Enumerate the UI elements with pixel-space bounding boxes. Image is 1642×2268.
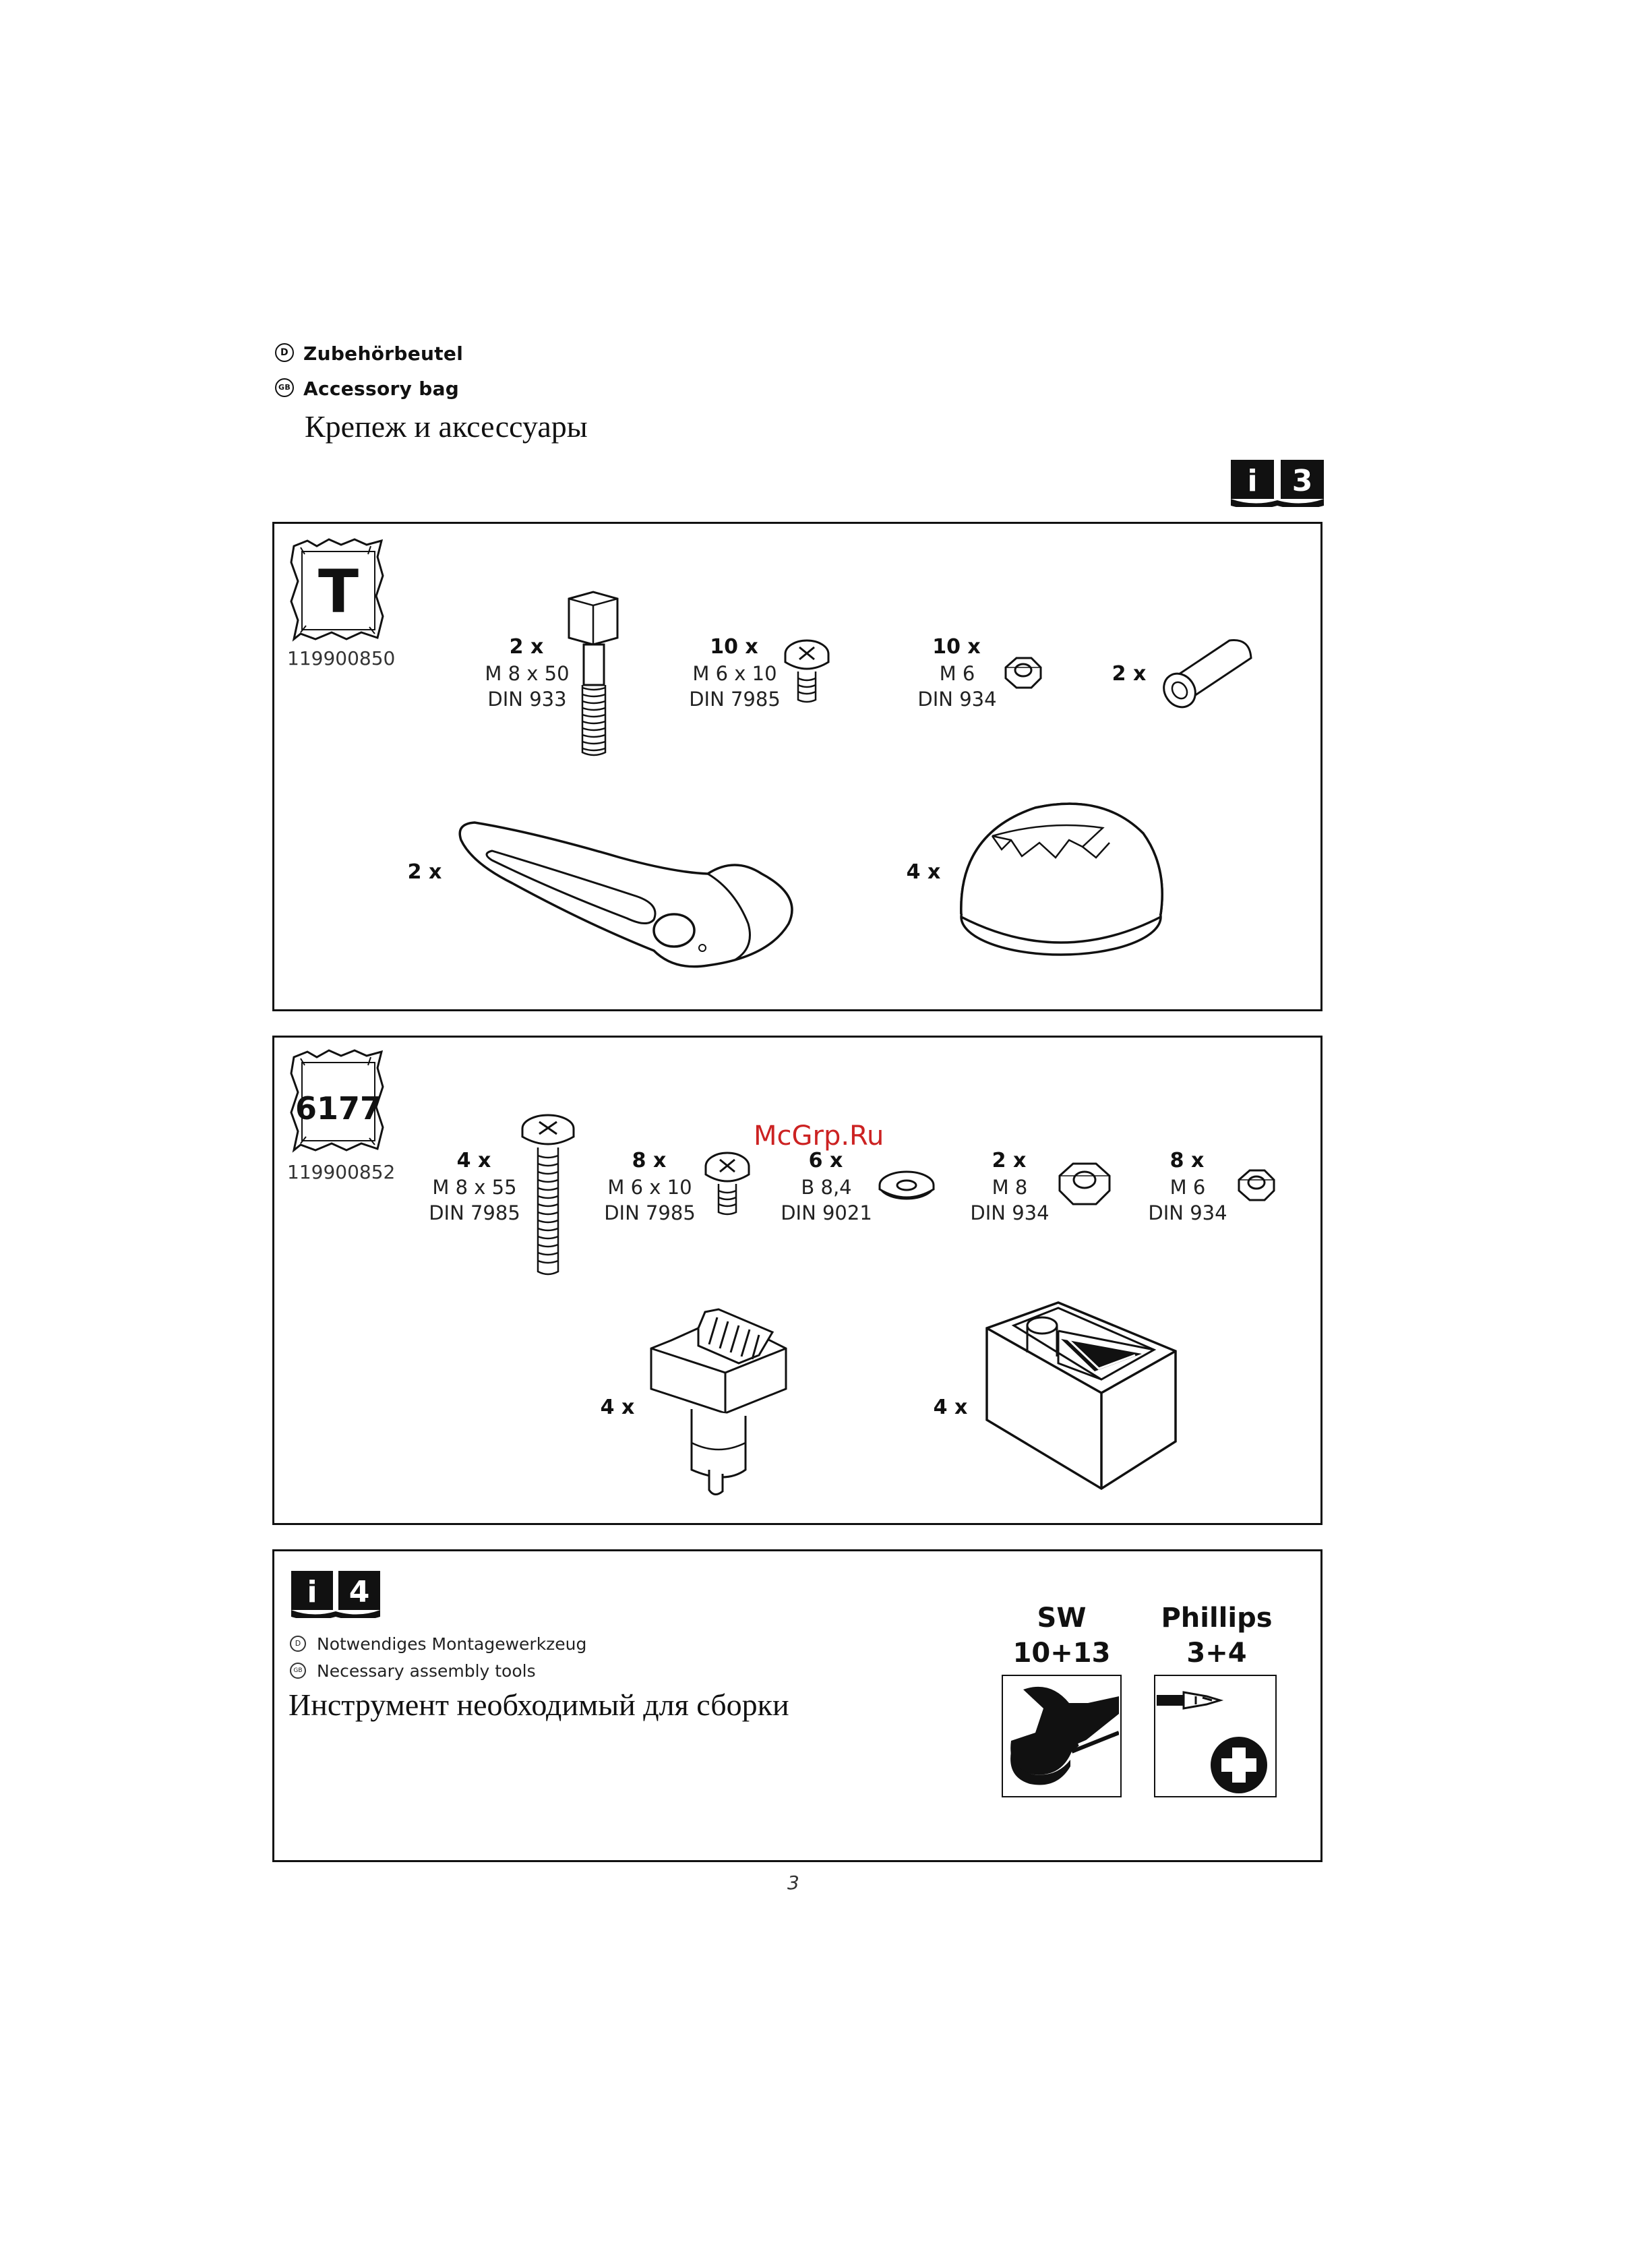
info-badge-number: 4 — [348, 1575, 370, 1609]
nut-icon — [1056, 1158, 1114, 1211]
info-icon-letter: i — [1247, 464, 1258, 498]
t-nut-qty: 10 x — [932, 635, 981, 659]
flag-de-icon: D — [290, 1636, 306, 1652]
screwdriver-tool — [1154, 1675, 1277, 1797]
sleeve-icon — [1155, 631, 1256, 719]
page-number: 3 — [787, 1872, 799, 1894]
nut-icon — [1002, 654, 1045, 693]
tools-ru-label: Инструмент необходимый для сборки — [288, 1688, 789, 1722]
p2-block-qty: 4 x — [933, 1396, 968, 1419]
t-nut-spec1: M 6 — [939, 662, 975, 685]
p2-long-screw-spec1: M 8 x 55 — [432, 1176, 517, 1199]
block-bracket-icon — [980, 1299, 1182, 1494]
t-screw-qty: 10 x — [710, 635, 758, 659]
bag-6177-part-number: 119900852 — [287, 1161, 396, 1183]
bag-6177-code: 6177 — [295, 1090, 382, 1127]
p2-clamp-qty: 4 x — [600, 1396, 635, 1419]
p2-nut-m8-spec1: M 8 — [992, 1176, 1028, 1199]
header-ru-title: Крепеж и аксессуары — [305, 409, 588, 444]
wrench-label-line2: 10+13 — [1012, 1638, 1111, 1669]
header-de-title: Zubehörbeutel — [303, 342, 464, 365]
t-bolt-spec1: M 8 x 50 — [485, 662, 570, 685]
t-screw-spec2: DIN 7985 — [689, 688, 781, 711]
short-screw-icon — [782, 638, 832, 705]
p2-nut-m6-spec1: M 6 — [1169, 1176, 1206, 1199]
tools-gb-label: Necessary assembly tools — [317, 1661, 536, 1681]
info-icon-letter: i — [307, 1575, 317, 1609]
wrench-label-line1: SW — [1037, 1603, 1087, 1634]
t-bolt-spec2: DIN 933 — [487, 688, 567, 711]
tools-de — [290, 1634, 586, 1654]
p2-long-screw-spec2: DIN 7985 — [429, 1201, 520, 1224]
t-screw-spec1: M 6 x 10 — [692, 662, 777, 685]
wrench-tool — [1002, 1675, 1122, 1797]
dome-cap-icon — [954, 793, 1167, 959]
info-book-icon — [290, 1570, 382, 1618]
p2-long-screw-qty: 4 x — [456, 1149, 491, 1172]
bag-6177-icon — [287, 1048, 390, 1154]
bag-t-code: T — [317, 557, 359, 626]
info-badge-4 — [290, 1570, 382, 1618]
t-sleeve-qty: 2 x — [1112, 662, 1147, 686]
info-badge-number: 3 — [1291, 464, 1313, 498]
flag-gb-icon: GB — [275, 378, 294, 397]
t-dome-qty: 4 x — [906, 860, 941, 884]
info-book-icon — [1229, 458, 1325, 507]
info-badge-3 — [1229, 458, 1325, 507]
flag-de-icon: D — [275, 343, 294, 362]
header-gb — [275, 378, 459, 400]
wrench-label — [991, 1601, 1132, 1671]
header-de — [275, 342, 463, 365]
p2-washer-spec1: B 8,4 — [801, 1176, 852, 1199]
hex-bolt-icon — [559, 591, 627, 759]
p2-short-screw-spec1: M 6 x 10 — [607, 1176, 692, 1199]
t-handle-qty: 2 x — [407, 860, 442, 884]
tools-de-label: Notwendiges Montagewerkzeug — [317, 1634, 587, 1654]
washer-icon — [876, 1168, 937, 1207]
bag-t-icon — [287, 537, 390, 643]
p2-nut-m6-spec2: DIN 934 — [1148, 1201, 1227, 1224]
p2-washer-spec2: DIN 9021 — [781, 1201, 872, 1224]
clamp-plug-icon — [644, 1308, 793, 1503]
tools-gb — [290, 1661, 536, 1681]
phillips-screwdriver-icon — [1155, 1676, 1274, 1795]
p2-nut-m8-qty: 2 x — [992, 1149, 1027, 1172]
long-screw-icon — [519, 1112, 577, 1278]
t-nut-spec2: DIN 934 — [917, 688, 997, 711]
flag-gb-icon: GB — [290, 1663, 306, 1679]
watermark: McGrp.Ru — [754, 1121, 884, 1152]
p2-short-screw-spec2: DIN 7985 — [604, 1201, 696, 1224]
lever-handle-icon — [452, 816, 802, 975]
screwdriver-label-line2: 3+4 — [1186, 1638, 1247, 1669]
p2-nut-m6-qty: 8 x — [1169, 1149, 1205, 1172]
header-gb-title: Accessory bag — [303, 378, 460, 400]
wrench-icon — [1003, 1676, 1119, 1795]
nut-icon — [1235, 1166, 1278, 1205]
p2-nut-m8-spec2: DIN 934 — [970, 1201, 1050, 1224]
p2-short-screw-qty: 8 x — [632, 1149, 667, 1172]
t-bolt-qty: 2 x — [509, 635, 544, 659]
screwdriver-label — [1146, 1601, 1287, 1671]
screwdriver-label-line1: Phillips — [1161, 1603, 1273, 1634]
short-screw-icon — [702, 1150, 752, 1218]
p2-washer-qty: 6 x — [808, 1149, 843, 1172]
bag-t-part-number: 119900850 — [287, 647, 396, 669]
